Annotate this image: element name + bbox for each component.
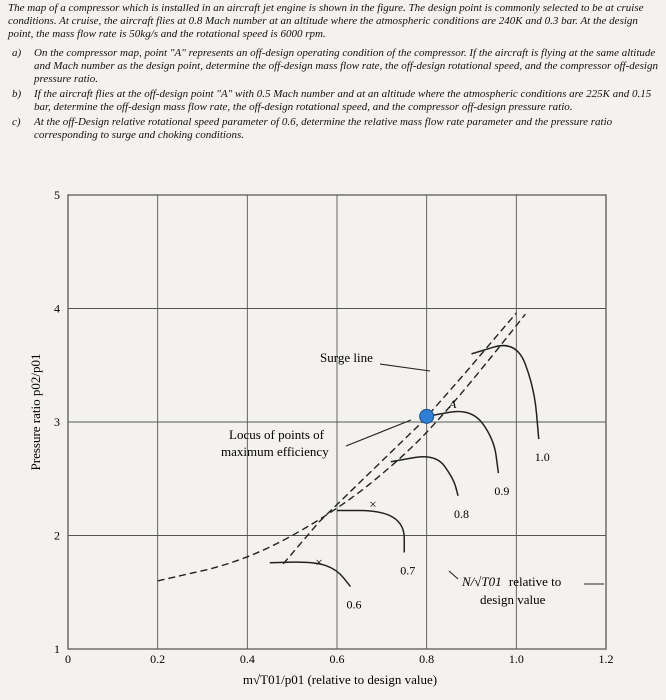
x-tick-label: 0.4 xyxy=(239,652,255,666)
x-tick-label: 0.6 xyxy=(329,652,345,666)
part-text: If the aircraft flies at the off-design point "A" with 0.5 Mach number and at an altitude where the atmospheric conditions are 225K and 0.15 bar, determine the off-design mass flow rate, the off-design rotational speed, and the compressor off-design pressure ratio. xyxy=(34,88,652,113)
part-mark: c) xyxy=(12,116,21,128)
y-tick-label: 3 xyxy=(54,415,60,429)
surge-line-label: Surge line xyxy=(320,350,373,365)
speed-line-label: 1.0 xyxy=(534,450,550,465)
speed-line-label: 0.7 xyxy=(400,563,416,578)
x-tick-label: 1.2 xyxy=(598,652,614,666)
speed-label-arrow xyxy=(449,571,458,579)
surge-label-arrow xyxy=(380,364,430,371)
x-tick-label: 1.0 xyxy=(508,652,524,666)
y-tick-label: 2 xyxy=(54,528,60,543)
speed-line xyxy=(427,412,499,474)
speed-line xyxy=(391,457,458,496)
x-tick-label: 0 xyxy=(65,652,71,666)
x-axis-label: m√T01/p01 (relative to design value) xyxy=(242,672,438,687)
speed-line xyxy=(337,511,404,553)
y-tick-label: 4 xyxy=(54,301,60,316)
speed-line-label: 0.8 xyxy=(454,506,470,521)
speed-line xyxy=(270,562,351,586)
chart-lines xyxy=(158,313,604,612)
speed-line-label: 0.9 xyxy=(494,484,510,499)
part-mark: b) xyxy=(12,88,22,100)
part-mark: a) xyxy=(12,47,22,59)
x-marker: × xyxy=(315,554,323,570)
point-a-label: A xyxy=(449,397,457,411)
speed-parameter-suffix: relative to xyxy=(508,574,562,589)
point-a-marker xyxy=(420,409,434,423)
y-axis-label: Pressure ratio p02/p01 xyxy=(28,353,43,471)
problem-intro: The map of a compressor which is installed in an aircraft jet engine is shown in the figure. The design point is commonly selected to be at cruise conditions. At cruise, the aircraft flies at 0.8 Mach number at an altitude where the atmospheric conditions are 240K and 0.3 bar. At the design point, the mass flow rate is 50kg/s and the rotational speed is 6000 rpm. xyxy=(8,2,644,40)
efficiency-locus-label-2: maximum efficiency xyxy=(221,444,329,459)
efficiency-locus-label-1: Locus of points of xyxy=(229,427,324,442)
y-tick-label: 1 xyxy=(54,642,60,656)
part-text: At the off-Design relative rotational speed parameter of 0.6, determine the relative mass flow rate parameter and the pressure ratio corresponding to surge and choking conditions. xyxy=(34,116,613,141)
part-text: On the compressor map, point "A" represents an off-design operating condition of the compressor. If the aircraft is flying at the same altitude and Mach number as the design point, determine the off-design mass flow rate, the off-design rotational speed, and the compressor off-design pressure ratio. xyxy=(34,47,658,85)
y-tick-label: 5 xyxy=(54,188,60,202)
speed-parameter-label xyxy=(461,574,561,589)
x-tick-label: 0.2 xyxy=(150,652,166,666)
speed-parameter-line2: design value xyxy=(480,592,546,607)
x-marker: × xyxy=(369,496,377,512)
speed-line xyxy=(472,346,539,439)
x-tick-label: 0.8 xyxy=(419,652,435,666)
speed-parameter-prefix: N/√T01 xyxy=(462,574,502,589)
speed-line-label: 0.6 xyxy=(346,597,362,612)
